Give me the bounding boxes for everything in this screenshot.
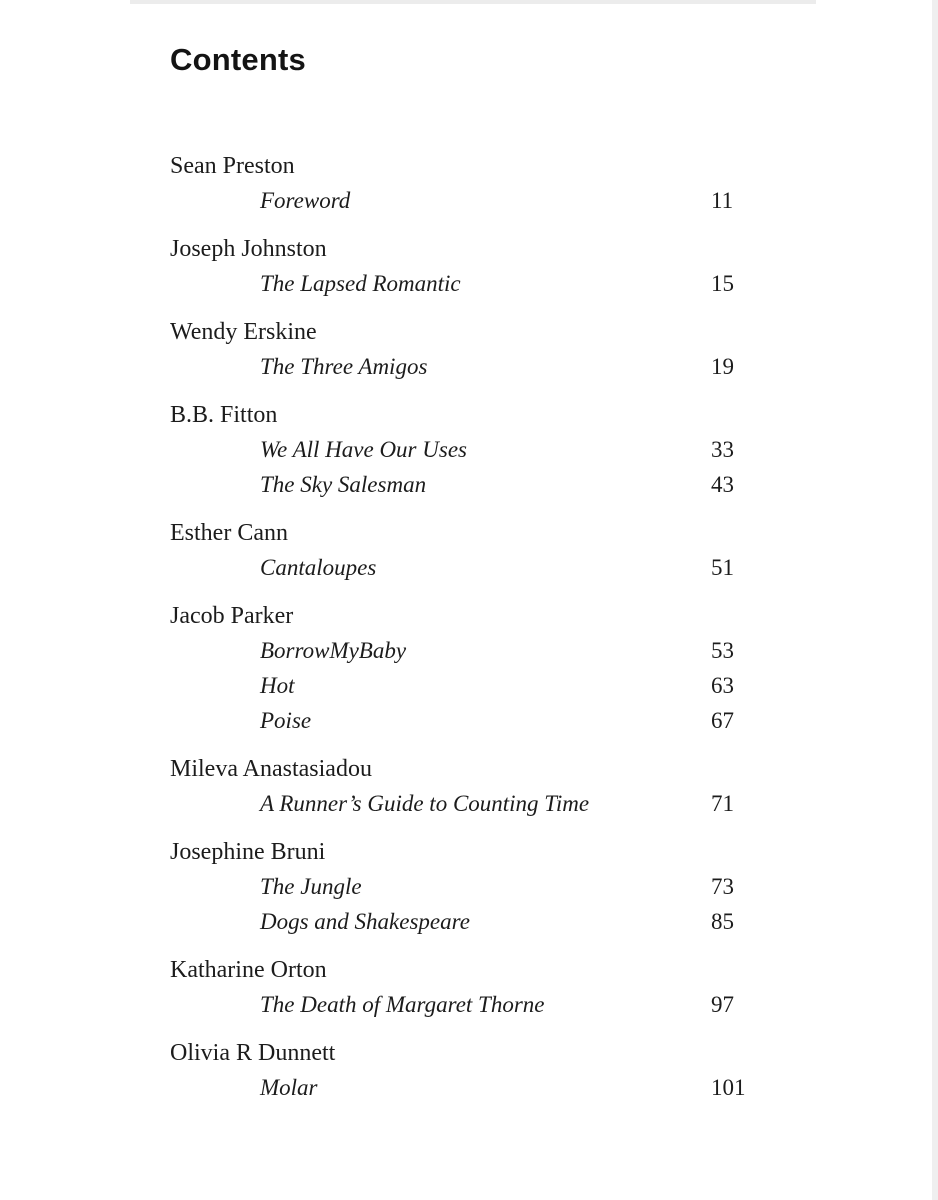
toc-entry[interactable] <box>170 988 810 1023</box>
toc-entry[interactable] <box>170 551 810 586</box>
page-title: Contents <box>170 42 306 77</box>
author-name: B.B. Fitton <box>170 402 278 428</box>
author-section <box>170 314 810 385</box>
author-section <box>170 834 810 940</box>
toc-entry[interactable] <box>170 669 810 704</box>
story-title: The Three Amigos <box>260 354 428 379</box>
author-name: Sean Preston <box>170 153 295 179</box>
page-number: 97 <box>711 992 734 1017</box>
author-name: Jacob Parker <box>170 603 294 629</box>
toc-entry[interactable] <box>170 433 810 468</box>
story-title: The Jungle <box>260 874 362 899</box>
story-title: A Runner’s Guide to Counting Time <box>260 791 590 816</box>
top-border <box>130 0 816 4</box>
author-section <box>170 751 810 822</box>
toc-entry[interactable] <box>170 1071 810 1106</box>
page-number: 33 <box>711 437 734 462</box>
story-title: Foreword <box>260 188 351 213</box>
author-section <box>170 148 810 219</box>
table-of-contents <box>170 148 810 1118</box>
story-title: BorrowMyBaby <box>260 638 407 663</box>
page-number: 15 <box>711 271 734 296</box>
page-number: 51 <box>711 555 734 580</box>
story-title: Cantaloupes <box>260 555 377 580</box>
author-section <box>170 952 810 1023</box>
toc-entry[interactable] <box>170 704 810 739</box>
toc-entry[interactable] <box>170 350 810 385</box>
toc-entry[interactable] <box>170 468 810 503</box>
author-section <box>170 1035 810 1106</box>
right-border <box>932 0 938 1200</box>
toc-entry[interactable] <box>170 634 810 669</box>
author-name: Katharine Orton <box>170 957 327 983</box>
page-number: 101 <box>711 1075 746 1100</box>
page-number: 71 <box>711 791 734 816</box>
toc-entry[interactable] <box>170 905 810 940</box>
story-title: Molar <box>260 1075 318 1100</box>
story-title: Dogs and Shakespeare <box>260 909 470 934</box>
story-title: The Death of Margaret Thorne <box>260 992 545 1017</box>
author-name: Esther Cann <box>170 520 288 546</box>
author-section <box>170 397 810 503</box>
page-number: 63 <box>711 673 734 698</box>
page-number: 19 <box>711 354 734 379</box>
author-name: Wendy Erskine <box>170 319 317 345</box>
story-title: Poise <box>260 708 312 733</box>
author-name: Olivia R Dunnett <box>170 1040 336 1066</box>
story-title: The Lapsed Romantic <box>260 271 461 296</box>
page-number: 73 <box>711 874 734 899</box>
story-title: We All Have Our Uses <box>260 437 467 462</box>
page-number: 67 <box>711 708 734 733</box>
author-name: Mileva Anastasiadou <box>170 756 372 782</box>
toc-entry[interactable] <box>170 870 810 905</box>
toc-entry[interactable] <box>170 267 810 302</box>
page-number: 85 <box>711 909 734 934</box>
author-section <box>170 231 810 302</box>
author-name: Joseph Johnston <box>170 236 327 262</box>
story-title: The Sky Salesman <box>260 472 427 497</box>
toc-entry[interactable] <box>170 787 810 822</box>
page-number: 53 <box>711 638 734 663</box>
story-title: Hot <box>260 673 295 698</box>
author-section <box>170 515 810 586</box>
author-name: Josephine Bruni <box>170 839 326 865</box>
toc-entry[interactable] <box>170 184 810 219</box>
page-number: 11 <box>711 188 734 213</box>
author-section <box>170 598 810 739</box>
page-number: 43 <box>711 472 734 497</box>
